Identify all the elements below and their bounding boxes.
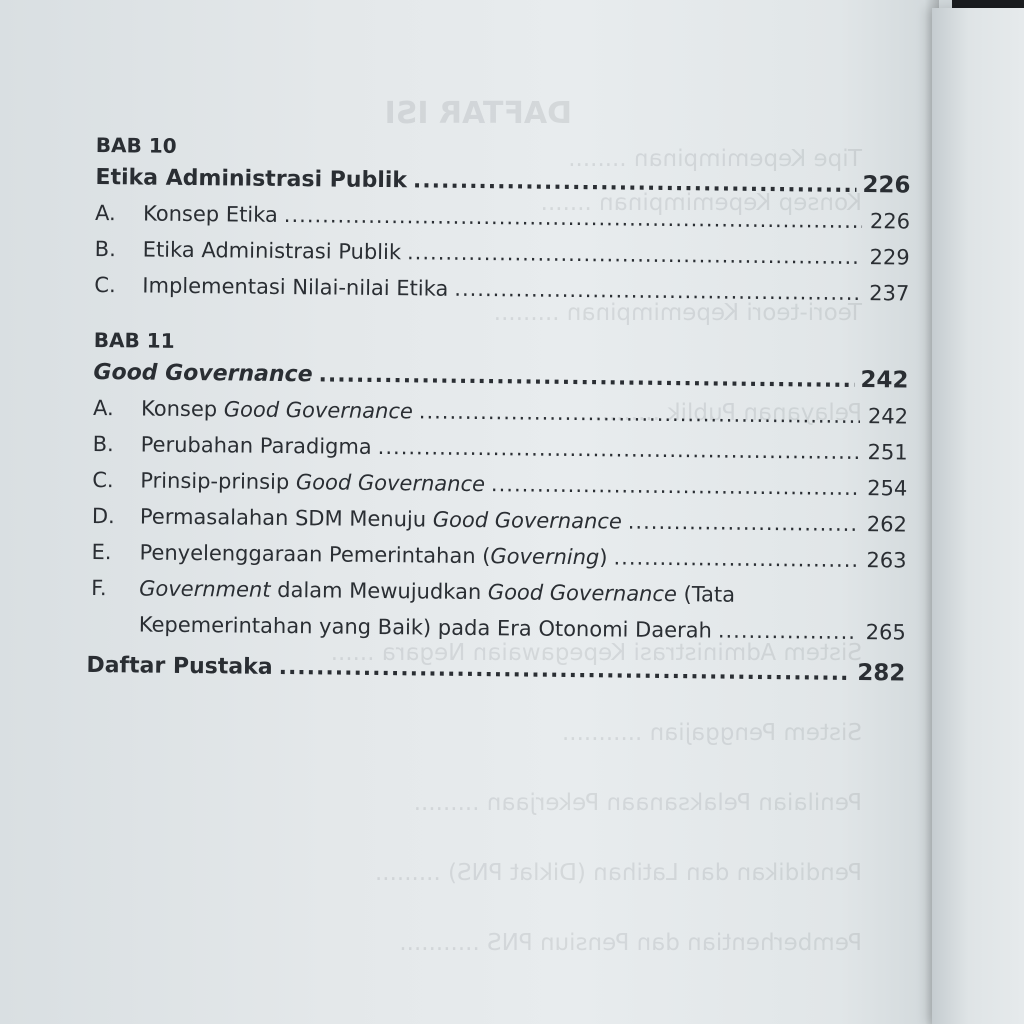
entry-letter: B.: [92, 431, 114, 457]
entry-text: Kepemerintahan yang Baik) pada Era Otonomi Daerah: [138, 612, 713, 643]
leader-dots: [628, 504, 859, 542]
page-number: 262: [866, 512, 908, 537]
bibliography-row: [86, 648, 905, 692]
leader-dots: [613, 539, 858, 578]
entry-letter: D.: [91, 503, 115, 529]
page-number: 226: [862, 172, 911, 199]
leader-dots: [407, 234, 862, 275]
entry-text: Perubahan Paradigma: [140, 432, 372, 459]
leader-dots: [419, 393, 861, 434]
leader-dots: [454, 271, 861, 311]
page-number: 265: [865, 620, 906, 645]
entry-text: Government dalam Mewujudkan Good Governance (Tata: [139, 576, 736, 607]
bibliography-title: Daftar Pustaka: [86, 652, 273, 680]
show-through-text: DAFTAR ISI Tipe Kepemimpinan ........ Konsep Kepemimpinan ....... Teori-teori Kepemimpinan ......... Pelayanan Publik ......... Sistem Administrasi Kepegawaian Negara ...... Sistem Penggajian ........... Penilaian Pelaksanaan Pekerjaan ......... Pendidikan dan Latihan (Diklat PNS) ......... Pemberhentian dan Pensiun PNS ...........: [330, 96, 862, 956]
leader-dots: [718, 613, 858, 650]
entry-text: Konsep Etika: [143, 201, 278, 227]
entry-text: Konsep Good Governance: [140, 396, 413, 424]
entry-letter: C.: [92, 467, 114, 493]
entry-letter: E.: [91, 539, 112, 565]
page-number: 237: [869, 281, 910, 306]
leader-dots: [491, 466, 860, 506]
leader-dots: [284, 197, 863, 239]
entry-text: Penyelenggaraan Pemerintahan (Governing): [139, 540, 608, 570]
leader-dots: [278, 651, 851, 691]
leader-dots: [378, 429, 860, 470]
entry-letter: B.: [94, 236, 116, 262]
entry-letter: C.: [94, 272, 116, 298]
page-number: 282: [857, 660, 906, 687]
entry-letter: F.: [91, 575, 107, 601]
entry-text: Etika Administrasi Publik: [142, 237, 402, 265]
page-number: 229: [869, 245, 910, 270]
entry-letter: A.: [92, 395, 114, 421]
page-number: 242: [860, 367, 909, 394]
chapter-label: BAB 10: [95, 132, 177, 158]
page-number: 254: [867, 476, 908, 501]
chapter-label: BAB 11: [93, 327, 175, 353]
chapter-title: Good Governance: [93, 359, 313, 388]
chapter-title: Etika Administrasi Publik: [95, 164, 408, 194]
entry-letter: A.: [95, 200, 116, 226]
table-of-contents: [86, 130, 911, 692]
page-number: 242: [867, 404, 909, 429]
page-number: 263: [866, 548, 907, 573]
page-number: 251: [867, 440, 908, 465]
entry-text: Permasalahan SDM Menuju Good Governance: [139, 504, 622, 534]
entry-text: Prinsip-prinsip Good Governance: [140, 468, 486, 497]
leader-dots: [413, 164, 857, 203]
entry-text: Implementasi Nilai-nilai Etika: [142, 273, 449, 301]
adjacent-page-edge: [932, 8, 1024, 1024]
leader-dots: [318, 358, 854, 398]
page-number: 226: [869, 209, 911, 234]
